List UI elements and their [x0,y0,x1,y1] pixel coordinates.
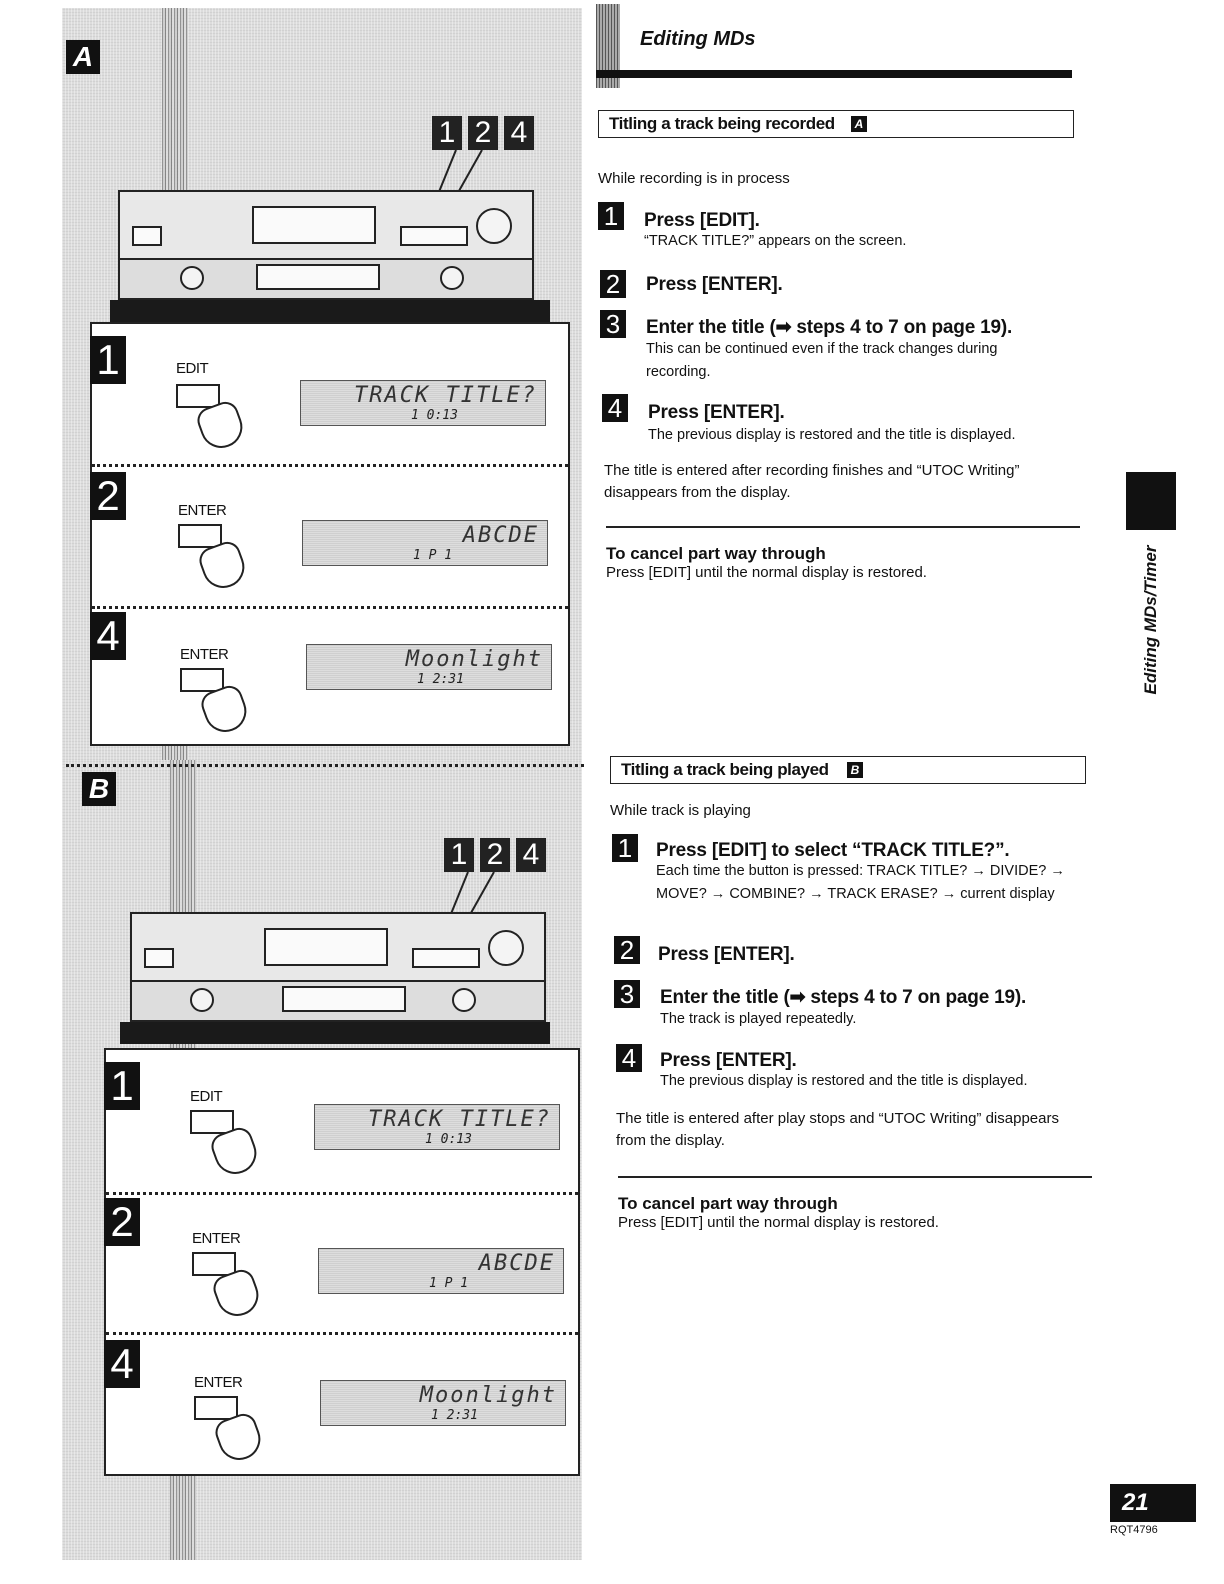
pointer-step: 2 [480,838,510,872]
step-description: Each time the button is pressed: TRACK TITLE? → DIVIDE? → MOVE? → COMBINE? → TRACK ERASE? → current display [656,863,1065,902]
panel-step-number: 4 [90,612,126,660]
side-tab-marker [1126,472,1176,530]
button-row-shape [400,226,468,246]
dotted-divider [66,764,584,767]
step-heading: Press [ENTER]. [648,402,785,423]
lcd-sub-text: 1 2:31 [431,1408,478,1423]
pointer-step: 4 [504,116,534,150]
step-heading: Press [EDIT] to select “TRACK TITLE?”. [656,840,1010,861]
lcd-display [320,1380,566,1426]
lcd-display [302,520,548,566]
button-label: ENTER [194,1374,243,1391]
lcd-main-text: Moonlight [405,647,543,672]
panel-step-number: 2 [104,1198,140,1246]
dotted-divider [92,464,568,467]
section-a-tag: A [851,116,867,132]
section-b-intro: While track is playing [610,802,751,819]
section-a-note: The title is entered after recording finishes and “UTOC Writing” disappears from the display. [604,462,1020,501]
display-window-shape [282,986,406,1012]
step-heading: Enter the title (➡ steps 4 to 7 on page 19). [646,317,1013,338]
divider-rule [618,1176,1092,1178]
lcd-display [314,1104,560,1150]
pointer-step: 4 [516,838,546,872]
phones-jack-shape [190,988,214,1012]
panel-step-number: 2 [90,472,126,520]
disc-slot [252,206,376,244]
lcd-display [300,380,546,426]
lcd-main-text: TRACK TITLE? [354,383,537,408]
button-label: ENTER [192,1230,241,1247]
panel-step-number: 1 [90,336,126,384]
pointer-steps-a [432,116,534,150]
step-heading: Press [ENTER]. [646,274,783,295]
step-heading: Press [EDIT]. [644,210,760,231]
button-label: ENTER [180,646,229,663]
lcd-sub-text: 1 0:13 [425,1132,472,1147]
document-code: RQT4796 [1110,1524,1158,1536]
step-description: The track is played repeatedly. [660,1011,857,1027]
step-number: 4 [616,1044,642,1072]
step-number: 2 [614,936,640,964]
step-description: “TRACK TITLE?” appears on the screen. [644,233,907,249]
step-number: 3 [614,980,640,1008]
cancel-text: Press [EDIT] until the normal display is restored. [606,564,927,581]
jog-knob [488,930,524,966]
step-number: 1 [598,202,624,230]
dotted-divider [106,1192,578,1195]
section-b-tag: B [847,762,863,778]
divider-rule [606,526,1080,528]
side-tab-label: Editing MDs/Timer [1141,545,1160,695]
section-a-title-box [598,110,1074,138]
lcd-display [318,1248,564,1294]
button-label: EDIT [176,360,209,377]
disc-slot [264,928,388,966]
lcd-sub-text: 1 0:13 [411,408,458,423]
lcd-main-text: ABCDE [462,523,539,548]
lcd-main-text: TRACK TITLE? [368,1107,551,1132]
dotted-divider [92,606,568,609]
dotted-divider [106,1332,578,1335]
section-b-note: The title is entered after play stops and “UTOC Writing” disappears from the display. [616,1110,1059,1149]
cancel-heading: To cancel part way through [618,1194,838,1213]
illustration-letter-a: A [66,40,100,74]
lcd-sub-text: 1 2:31 [417,672,464,687]
level-knob-shape [440,266,464,290]
lcd-sub-text: 1 P 1 [429,1276,469,1291]
section-a-intro: While recording is in process [598,170,790,187]
button-label: EDIT [190,1088,223,1105]
pointer-step: 1 [432,116,462,150]
section-b-title-box [610,756,1086,784]
button-label: ENTER [178,502,227,519]
button-row-shape [412,948,480,968]
pointer-step: 1 [444,838,474,872]
step-heading: Enter the title (➡ steps 4 to 7 on page 19). [660,987,1027,1008]
step-number: 2 [600,270,626,298]
step-description: The previous display is restored and the title is displayed. [648,427,1016,443]
page-number: 21 [1110,1484,1196,1522]
deck-base [110,300,550,322]
power-button-shape [144,948,174,968]
level-knob-shape [452,988,476,1012]
section-a-title: Titling a track being recorded [609,114,835,133]
lcd-display [306,644,552,690]
lcd-main-text: ABCDE [478,1251,555,1276]
illustration-letter-b: B [82,772,116,806]
step-description: The previous display is restored and the title is displayed. [660,1073,1028,1089]
step-number: 3 [600,310,626,338]
cancel-text: Press [EDIT] until the normal display is restored. [618,1214,939,1231]
step-heading: Press [ENTER]. [660,1050,797,1071]
lcd-main-text: Moonlight [419,1383,557,1408]
step-number: 1 [612,834,638,862]
pointer-step: 2 [468,116,498,150]
step-number: 4 [602,394,628,422]
panel-step-number: 1 [104,1062,140,1110]
jog-knob [476,208,512,244]
step-description: This can be continued even if the track changes during recording. [646,341,998,380]
lcd-sub-text: 1 P 1 [413,548,453,563]
cancel-heading: To cancel part way through [606,544,826,563]
panel-step-number: 4 [104,1340,140,1388]
step-heading: Press [ENTER]. [658,944,795,965]
deck-base [120,1022,550,1044]
section-b-title: Titling a track being played [621,760,829,779]
power-button-shape [132,226,162,246]
header-rule [596,70,1072,78]
display-window-shape [256,264,380,290]
page-title: Editing MDs [640,28,756,50]
phones-jack-shape [180,266,204,290]
pointer-steps-b [444,838,546,872]
